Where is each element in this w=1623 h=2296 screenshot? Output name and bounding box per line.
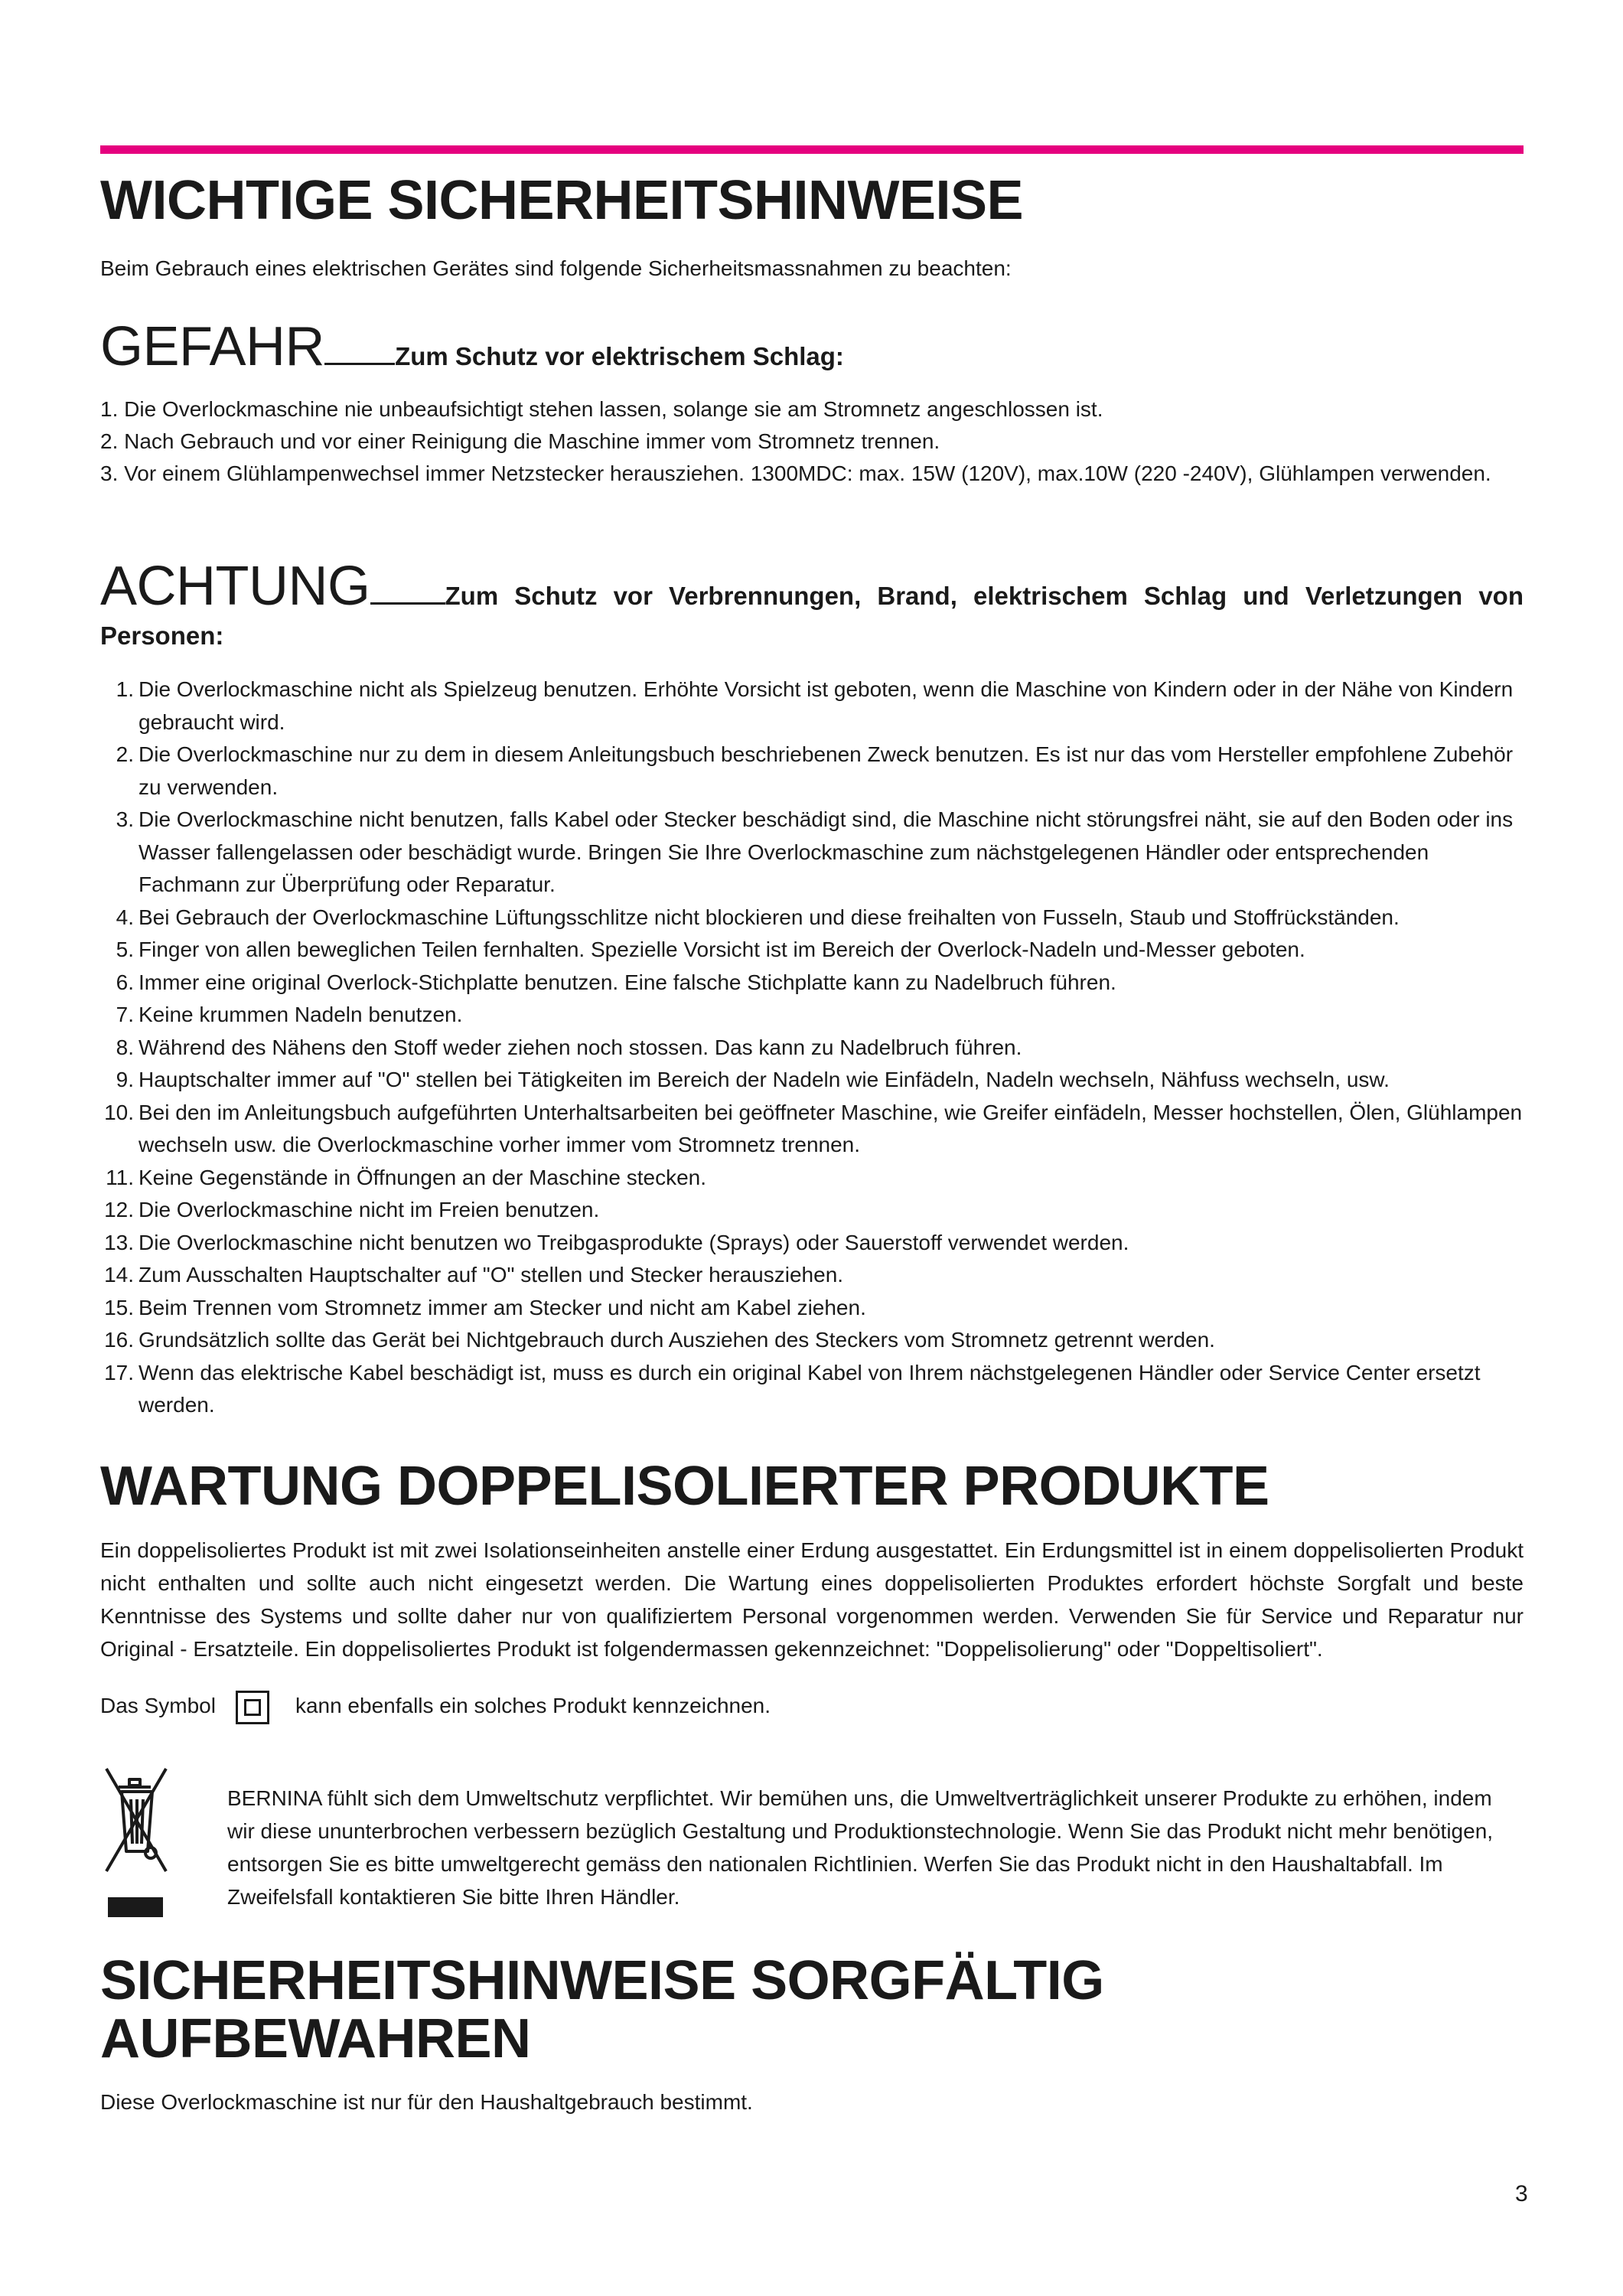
- caution-item: [100, 1194, 1524, 1227]
- caution-item-number: 6.: [116, 970, 134, 994]
- caution-item-number: 12.: [104, 1198, 134, 1221]
- danger-underline: [324, 363, 395, 365]
- caution-item-number: 15.: [104, 1295, 134, 1319]
- caution-item-number: 16.: [104, 1328, 134, 1352]
- caution-item-text: Keine krummen Nadeln benutzen.: [139, 1003, 463, 1026]
- caution-item-text: Bei den im Anleitungsbuch aufgeführten Unterhaltsarbeiten bei geöffneter Maschine, wie Greifer einfädeln, Messer hochstellen, Ölen, Glühlampen wechseln usw. die Overlockmaschine vorher immer vom Stromnetz trennen.: [139, 1100, 1523, 1156]
- caution-item-text: Die Overlockmaschine nicht als Spielzeug benutzen. Erhöhte Vorsicht ist geboten, wenn die Maschine von Kindern oder in der Nähe von Kindern gebraucht wird.: [139, 677, 1514, 734]
- caution-list: [100, 673, 1524, 1422]
- caution-subtitle-cont: Personen:: [100, 621, 224, 650]
- caution-item-text: Die Overlockmaschine nicht benutzen wo Treibgasprodukte (Sprays) oder Sauerstoff verwendet werden.: [139, 1230, 1129, 1254]
- caution-item: [100, 967, 1524, 1000]
- caution-item-number: 1.: [116, 677, 134, 701]
- caution-item-text: Zum Ausschalten Hauptschalter auf "O" stellen und Stecker herausziehen.: [139, 1263, 844, 1287]
- caution-item: [100, 999, 1524, 1032]
- caution-item-number: 17.: [104, 1360, 134, 1384]
- caution-item-text: Finger von allen beweglichen Teilen fernhalten. Spezielle Vorsicht ist im Bereich der Overlock-Nadeln und-Messer geboten.: [139, 938, 1305, 961]
- caution-label: ACHTUNG: [100, 556, 370, 617]
- caution-item: [100, 1097, 1524, 1162]
- maintenance-title: WARTUNG DOPPELISOLIERTER PRODUKTE: [100, 1456, 1269, 1517]
- caution-item-number: 14.: [104, 1263, 134, 1287]
- caution-item-text: Während des Nähens den Stoff weder ziehen noch stossen. Das kann zu Nadelbruch führen.: [139, 1035, 1022, 1059]
- caution-item: [100, 1162, 1524, 1195]
- caution-item-number: 9.: [116, 1068, 134, 1091]
- caution-item: [100, 1227, 1524, 1260]
- maintenance-symbol-line: [100, 1690, 771, 1724]
- danger-item-1: 1. Die Overlockmaschine nie unbeaufsichtigt stehen lassen, solange sie am Stromnetz angeschlossen ist.: [100, 397, 1103, 421]
- danger-subtitle: Zum Schutz vor elektrischem Schlag:: [395, 342, 844, 370]
- safety-intro: Beim Gebrauch eines elektrischen Gerätes sind folgende Sicherheitsmassnahmen zu beachten:: [100, 256, 1012, 280]
- danger-label: GEFAHR: [100, 316, 325, 377]
- caution-item-number: 11.: [106, 1165, 134, 1189]
- keep-title-line2: AUFBEWAHREN: [100, 2008, 531, 2069]
- caution-item: [100, 1324, 1524, 1357]
- header-accent-rule: [100, 145, 1524, 154]
- caution-item-number: 7.: [116, 1003, 134, 1026]
- caution-item-number: 8.: [116, 1035, 134, 1059]
- caution-item-number: 10.: [104, 1100, 134, 1124]
- caution-item: [100, 1259, 1524, 1292]
- caution-item: [100, 934, 1524, 967]
- weee-crossed-bin-icon: [100, 1758, 169, 1925]
- caution-underline: [370, 602, 445, 605]
- maintenance-body: Ein doppelisoliertes Produkt ist mit zwei Isolationseinheiten anstelle einer Erdung ausgestattet. Ein Erdungsmittel ist in einem doppelisolierten Produkt nicht enthalten und sollte auch nicht eingesetzt werden. Die Wartung eines doppelisolierten Produktes erfordert höchste Sorgfalt und beste Kenntnisse des Systems und sollte daher nur von qualifiziertem Personal vorgenommen werden. Verwenden Sie für Service und Reparatur nur Original - Ersatzteile. Ein doppelisoliertes Produkt ist folgendermassen gekennzeichnet: "Doppelisolierung" oder "Doppeltisoliert".: [100, 1538, 1524, 1661]
- symbol-after-text: kann ebenfalls ein solches Produkt kennzeichnen.: [295, 1694, 771, 1717]
- caution-item-number: 5.: [116, 938, 134, 961]
- danger-item-2: 2. Nach Gebrauch und vor einer Reinigung die Maschine immer vom Stromnetz trennen.: [100, 429, 940, 453]
- caution-item-text: Die Overlockmaschine nicht im Freien benutzen.: [139, 1198, 600, 1221]
- caution-item: [100, 1292, 1524, 1325]
- caution-item-text: Bei Gebrauch der Overlockmaschine Lüftungsschlitze nicht blockieren und diese freihalten von Fusseln, Staub und Stoffrückständen.: [139, 905, 1400, 929]
- caution-item-text: Beim Trennen vom Stromnetz immer am Stecker und nicht am Kabel ziehen.: [139, 1295, 866, 1319]
- keep-body: Diese Overlockmaschine ist nur für den Haushaltgebrauch bestimmt.: [100, 2090, 753, 2114]
- caution-item-text: Die Overlockmaschine nicht benutzen, falls Kabel oder Stecker beschädigt sind, die Maschine nicht störungsfrei näht, sie auf den Boden oder ins Wasser fallengelassen oder beschädigt wurde. Bringen Sie Ihre Overlockmaschine zum nächstgelegenen Händler oder entsprechenden Fachmann zur Überprüfung oder Reparatur.: [139, 807, 1514, 896]
- caution-item-number: 13.: [104, 1230, 134, 1254]
- caution-subtitle: Zum Schutz vor Verbrennungen, Brand, elektrischem Schlag und Verletzungen von: [445, 582, 1524, 610]
- double-insulation-icon: [236, 1691, 269, 1724]
- caution-item-text: Immer eine original Overlock-Stichplatte benutzen. Eine falsche Stichplatte kann zu Nadelbruch führen.: [139, 970, 1116, 994]
- caution-item-text: Wenn das elektrische Kabel beschädigt ist, muss es durch ein original Kabel von Ihrem nächstgelegenen Händler oder Service Center ersetzt werden.: [139, 1360, 1481, 1417]
- keep-title-line1: SICHERHEITSHINWEISE SORGFÄLTIG: [100, 1950, 1104, 2011]
- caution-item-number: 4.: [116, 905, 134, 929]
- caution-item-number: 2.: [116, 742, 134, 766]
- caution-item-number: 3.: [116, 807, 134, 831]
- caution-item-text: Grundsätzlich sollte das Gerät bei Nichtgebrauch durch Ausziehen des Steckers vom Stromnetz getrennt werden.: [139, 1328, 1215, 1352]
- environment-text: BERNINA fühlt sich dem Umweltschutz verpflichtet. Wir bemühen uns, die Umweltverträglichkeit unserer Produkte zu erhöhen, indem wir diese ununterbrochen verbessern bezüglich Gestaltung und Produktionstechnologie. Wenn Sie das Produkt nicht mehr benötigen, entsorgen Sie es bitte umweltgerecht gemäss den nationalen Richtlinien. Werfen Sie das Produkt nicht in den Haushaltabfall. Im Zweifelsfall kontaktieren Sie bitte Ihren Händler.: [227, 1786, 1494, 1909]
- caution-item: [100, 1357, 1524, 1422]
- caution-item: [100, 673, 1524, 739]
- caution-heading: [100, 557, 1524, 615]
- symbol-before-text: Das Symbol: [100, 1694, 216, 1717]
- danger-heading: [100, 318, 1524, 376]
- caution-item-text: Hauptschalter immer auf "O" stellen bei Tätigkeiten im Bereich der Nadeln wie Einfädeln, Nadeln wechseln, Nähfuss wechseln, usw.: [139, 1068, 1390, 1091]
- caution-item: [100, 1064, 1524, 1097]
- caution-item-text: Keine Gegenstände in Öffnungen an der Maschine stecken.: [139, 1165, 706, 1189]
- caution-item: [100, 902, 1524, 934]
- page-number: 3: [1515, 2181, 1528, 2206]
- danger-item-3: 3. Vor einem Glühlampenwechsel immer Netzstecker herausziehen. 1300MDC: max. 15W (120V), max.10W (220 -240V), Glühlampen verwenden.: [100, 461, 1491, 485]
- caution-item: [100, 804, 1524, 902]
- safety-title: WICHTIGE SICHERHEITSHINWEISE: [100, 170, 1024, 231]
- caution-item-text: Die Overlockmaschine nur zu dem in diesem Anleitungsbuch beschriebenen Zweck benutzen. Es ist nur das vom Hersteller empfohlene Zubehör zu verwenden.: [139, 742, 1514, 799]
- document-page: [100, 0, 1528, 2296]
- caution-item: [100, 1032, 1524, 1065]
- caution-item: [100, 739, 1524, 804]
